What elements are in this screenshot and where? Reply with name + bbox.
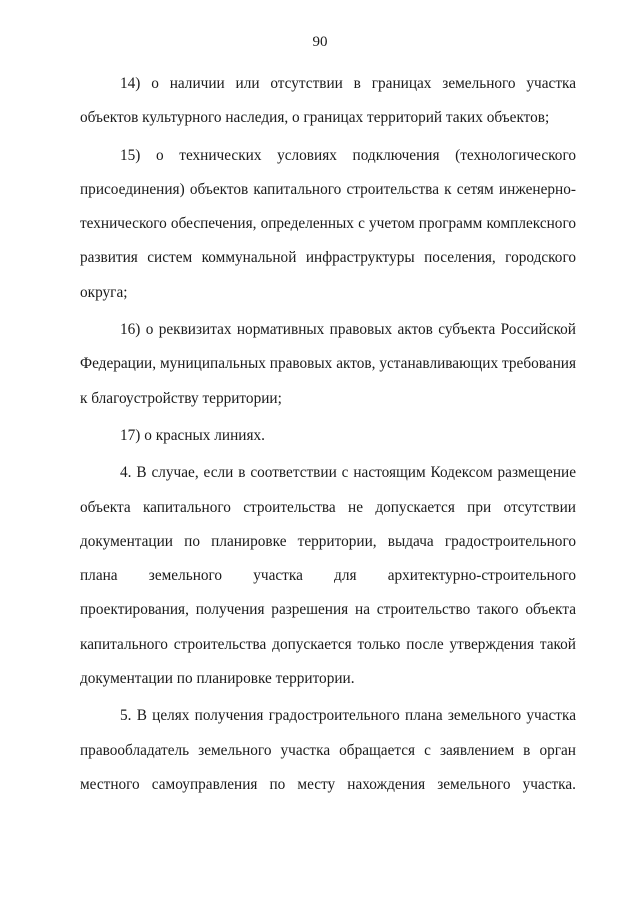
- paragraph-item-15: 15) о технических условиях подключения (технологического присоединения) объектов капитального строительства к сетям инженерно-технического обеспечения, определенных с учетом программ комплексного развития систем коммунальной инфраструктуры поселения, городского округа;: [80, 146, 576, 301]
- paragraph-part-5: 5. В целях получения градостроительного плана земельного участка правообладатель земельного участка обращается с заявлением в орган местного самоуправления по месту нахождения земельного участка.: [80, 707, 576, 793]
- paragraph-item-14: 14) о наличии или отсутствии в границах земельного участка объектов культурного наследия, о границах территорий таких объектов;: [80, 75, 576, 127]
- paragraph-part-4: 4. В случае, если в соответствии с настоящим Кодексом размещение объекта капитального строительства не допускается при отсутствии документации по планировке территории, выдача градостроительного плана земельного участка для архитектурно-строительного проектирования, получения разрешения на строительство такого объекта капитального строительства допускается только после утверждения такой документации по планировке территории.: [80, 464, 576, 688]
- document-body: [80, 67, 576, 802]
- paragraph-item-17: 17) о красных линиях.: [120, 426, 265, 444]
- page-number: 90: [312, 34, 328, 50]
- paragraph-item-16: 16) о реквизитах нормативных правовых актов субъекта Российской Федерации, муниципальных правовых актов, устанавливающих требования к благоустройству территории;: [80, 321, 576, 407]
